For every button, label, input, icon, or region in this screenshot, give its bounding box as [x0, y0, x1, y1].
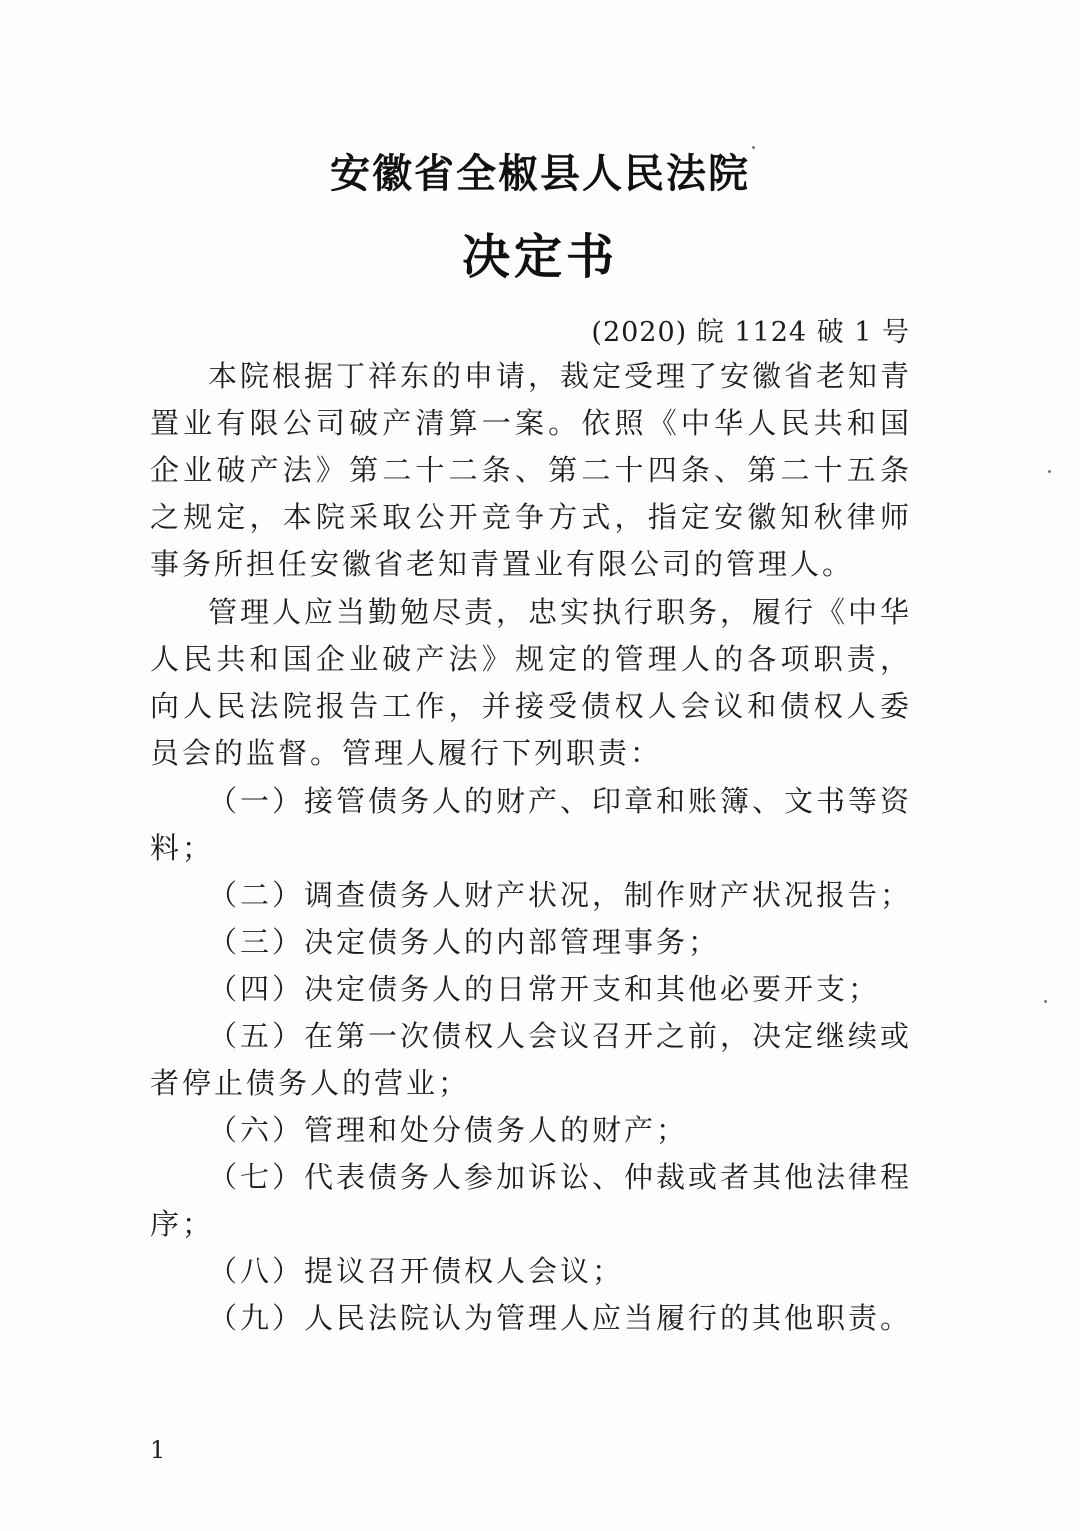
paragraph-duties-intro: 管理人应当勤勉尽责，忠实执行职务，履行《中华人民共和国企业破产法》规定的管理人的各项职责，向人民法院报告工作，并接受债权人会议和债权人委员会的监督。管理人履行下列职责： [150, 595, 913, 770]
paragraph-appointment: 本院根据丁祥东的申请，裁定受理了安徽省老知青置业有限公司破产清算一案。依照《中华人民共和国企业破产法》第二十二条、第二十四条、第二十五条之规定，本院采取公开竞争方式，指定安徽知秋律师事务所担任安徽省老知青置业有限公司的管理人。 [150, 359, 913, 581]
duty-item: （二）调查债务人财产状况，制作财产状况报告； [208, 878, 913, 912]
court-name: 安徽省全椒县人民法院 [330, 150, 750, 197]
scan-speck [752, 146, 755, 149]
duty-item: （一）接管债务人的财产、印章和账簿、文书等资料； [150, 784, 913, 865]
duty-item: （六）管理和处分债务人的财产； [208, 1113, 689, 1147]
duty-item: （三）决定债务人的内部管理事务； [208, 925, 721, 959]
duty-item: （四）决定债务人的日常开支和其他必要开支； [208, 972, 881, 1006]
scan-speck [1044, 1000, 1047, 1003]
duty-item: （五）在第一次债权人会议召开之前，决定继续或者停止债务人的营业； [150, 1019, 913, 1100]
scan-speck [1048, 470, 1051, 473]
duty-item: （八）提议召开债权人会议； [208, 1254, 625, 1288]
case-number: (2020) 皖 1124 破 1 号 [591, 317, 910, 348]
duties-list [150, 778, 912, 1342]
duty-item: （七）代表债务人参加诉讼、仲裁或者其他法律程序； [150, 1160, 913, 1241]
duty-item: （九）人民法院认为管理人应当履行的其他职责。 [208, 1301, 913, 1335]
document-title: 决定书 [461, 229, 618, 285]
page-number: 1 [150, 1436, 166, 1464]
